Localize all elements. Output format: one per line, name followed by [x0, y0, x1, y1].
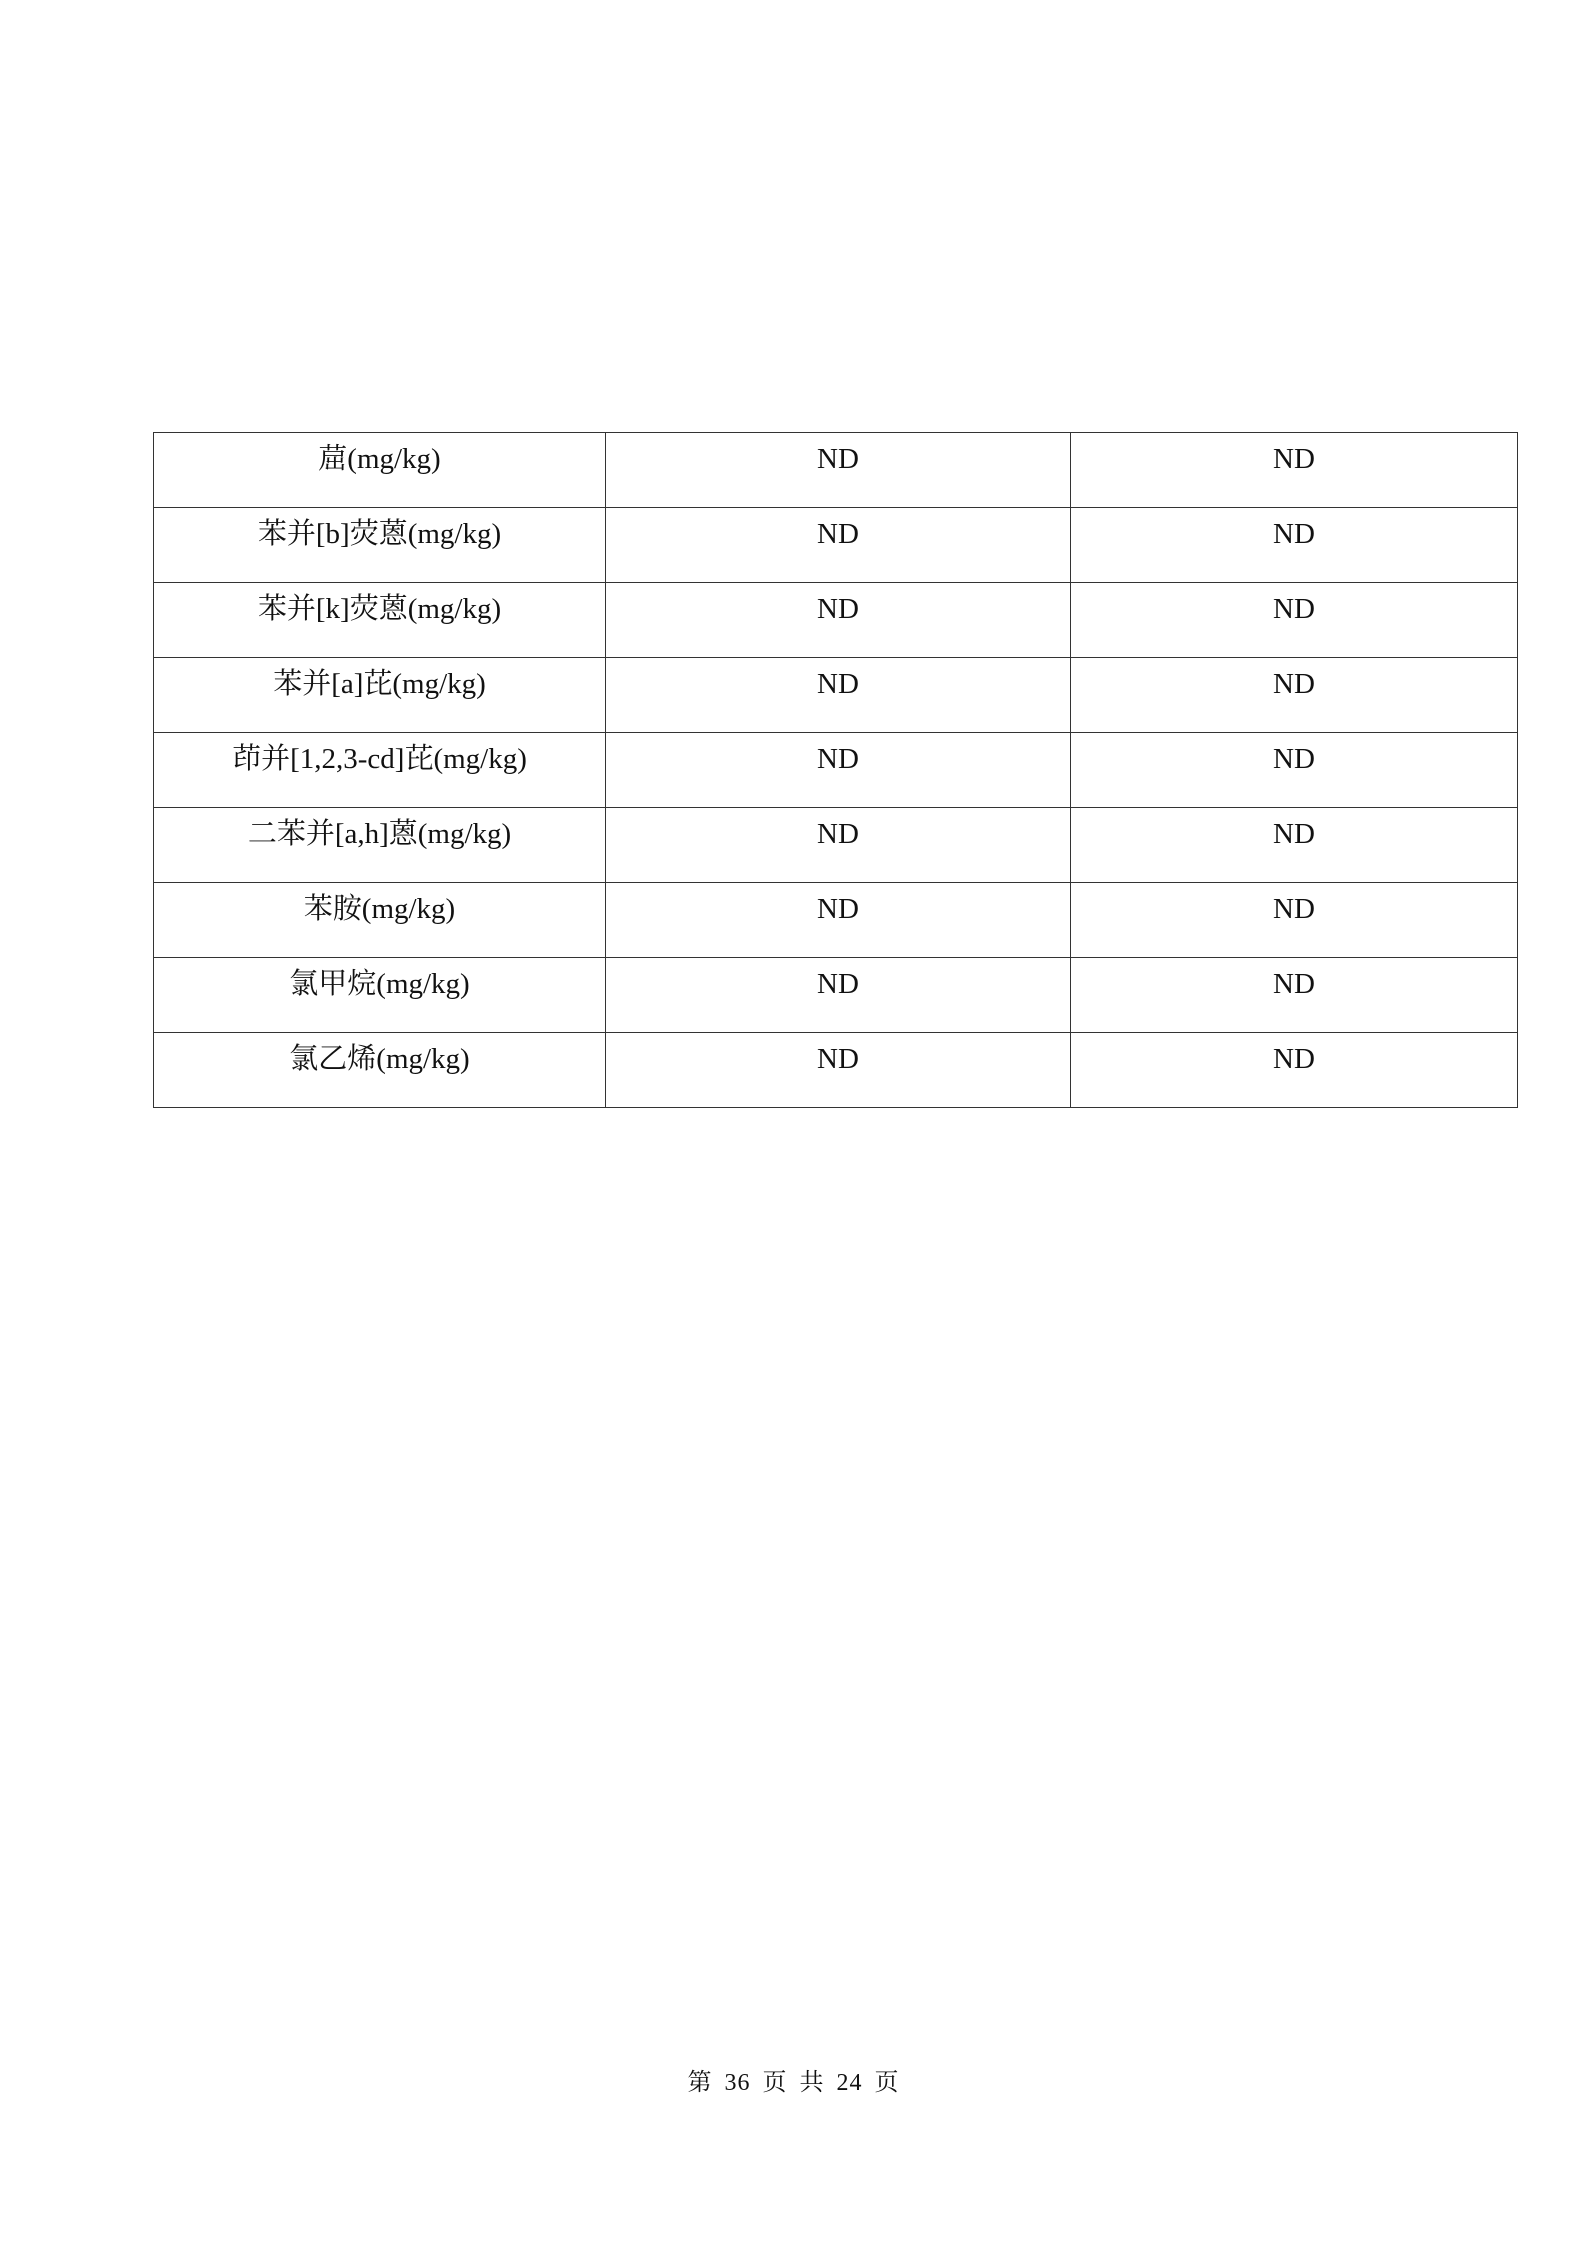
- result-cell: [1071, 583, 1518, 658]
- analyte-name-cell: [154, 433, 606, 508]
- current-page-number: 36: [724, 2070, 751, 2096]
- result-value: ND: [1273, 593, 1315, 625]
- total-page-count: 24: [836, 2070, 863, 2096]
- result-value: ND: [817, 893, 859, 925]
- analyte-name-cell: [154, 508, 606, 583]
- analyte-name: 苯并[a]芘(mg/kg): [273, 668, 486, 700]
- analyte-name: 二苯并[a,h]蒽(mg/kg): [247, 818, 512, 850]
- result-cell: [606, 733, 1071, 808]
- result-cell: [606, 508, 1071, 583]
- result-cell: [606, 958, 1071, 1033]
- result-value: ND: [1273, 1043, 1315, 1075]
- result-cell: [606, 808, 1071, 883]
- results-table: [153, 432, 1518, 1108]
- analyte-name: 苯并[b]荧蒽(mg/kg): [257, 518, 502, 550]
- result-value: ND: [817, 593, 859, 625]
- result-cell: [606, 658, 1071, 733]
- result-value: ND: [1273, 818, 1315, 850]
- table-row: [154, 808, 1518, 883]
- table-row: [154, 433, 1518, 508]
- result-value: ND: [817, 818, 859, 850]
- result-cell: [1071, 658, 1518, 733]
- analyte-name: 氯甲烷(mg/kg): [289, 968, 470, 1000]
- result-cell: [1071, 808, 1518, 883]
- result-value: ND: [1273, 893, 1315, 925]
- result-value: ND: [1273, 443, 1315, 475]
- analyte-name: 茚并[1,2,3-cd]芘(mg/kg): [232, 743, 527, 775]
- page-footer: [0, 2062, 1587, 2097]
- table-row: [154, 883, 1518, 958]
- table-row: [154, 1033, 1518, 1108]
- analyte-name: 氯乙烯(mg/kg): [289, 1043, 470, 1075]
- analyte-name-cell: [154, 733, 606, 808]
- result-value: ND: [1273, 668, 1315, 700]
- analyte-name-cell: [154, 583, 606, 658]
- result-cell: [606, 433, 1071, 508]
- footer-total-word: 共: [799, 2070, 825, 2096]
- table-row: [154, 733, 1518, 808]
- analyte-name-cell: [154, 658, 606, 733]
- footer-suffix: 页: [874, 2070, 900, 2096]
- result-cell: [606, 583, 1071, 658]
- result-value: ND: [817, 743, 859, 775]
- table-row: [154, 658, 1518, 733]
- analyte-name-cell: [154, 883, 606, 958]
- result-value: ND: [1273, 743, 1315, 775]
- result-cell: [1071, 958, 1518, 1033]
- result-value: ND: [817, 1043, 859, 1075]
- result-value: ND: [817, 968, 859, 1000]
- analyte-name-cell: [154, 958, 606, 1033]
- result-cell: [1071, 508, 1518, 583]
- result-cell: [1071, 433, 1518, 508]
- result-value: ND: [817, 443, 859, 475]
- analyte-name-cell: [154, 808, 606, 883]
- result-value: ND: [817, 518, 859, 550]
- result-cell: [1071, 1033, 1518, 1108]
- result-value: ND: [1273, 968, 1315, 1000]
- result-cell: [606, 1033, 1071, 1108]
- table-row: [154, 508, 1518, 583]
- analyte-name: 苯并[k]荧蒽(mg/kg): [257, 593, 502, 625]
- table-row: [154, 958, 1518, 1033]
- analyte-name: 䓛(mg/kg): [318, 443, 441, 475]
- footer-prefix: 第: [687, 2070, 713, 2096]
- result-cell: [1071, 883, 1518, 958]
- result-value: ND: [1273, 518, 1315, 550]
- result-value: ND: [817, 668, 859, 700]
- result-cell: [1071, 733, 1518, 808]
- footer-page-word: 页: [762, 2070, 788, 2096]
- result-cell: [606, 883, 1071, 958]
- table-row: [154, 583, 1518, 658]
- analyte-name: 苯胺(mg/kg): [303, 893, 456, 925]
- analyte-name-cell: [154, 1033, 606, 1108]
